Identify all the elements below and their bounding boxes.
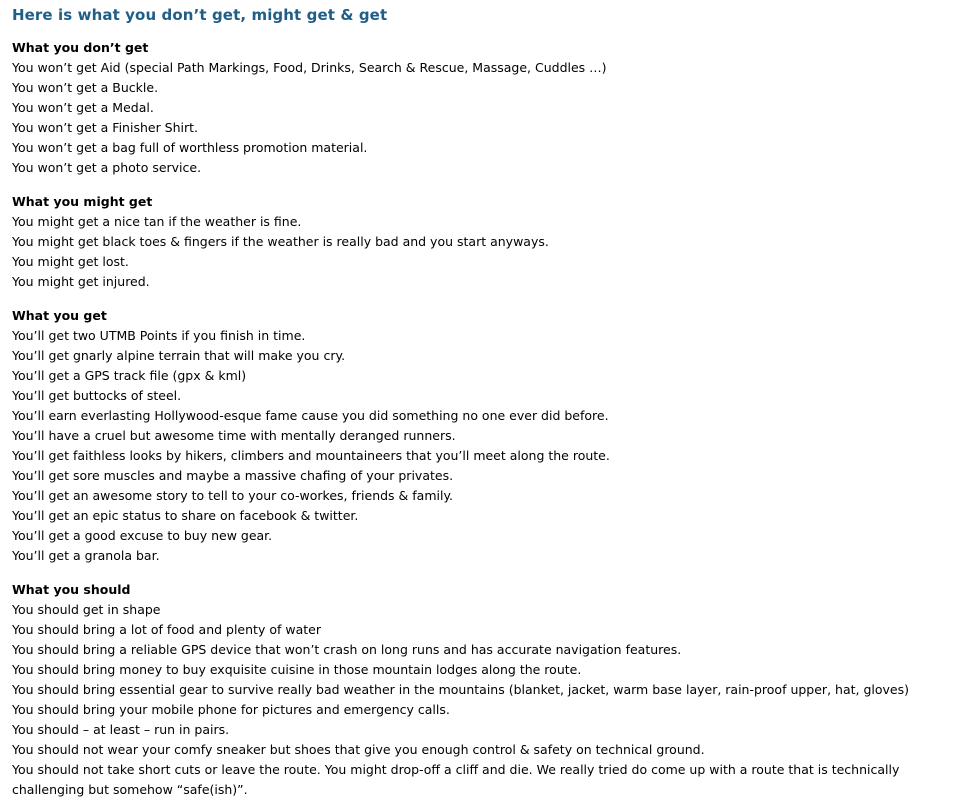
item-list xyxy=(12,600,968,800)
list-item: You won’t get a Buckle. xyxy=(12,80,159,95)
list-item: You’ll get faithless looks by hikers, climbers and mountaineers that you’ll meet along the route. xyxy=(12,448,610,463)
list-item: You won’t get Aid (special Path Markings, Food, Drinks, Search & Rescue, Massage, Cuddles …) xyxy=(12,60,607,75)
list-item: You’ll get sore muscles and maybe a massive chafing of your privates. xyxy=(12,468,454,483)
list-item: You’ll get gnarly alpine terrain that will make you cry. xyxy=(12,348,346,363)
list-item: You should bring essential gear to survive really bad weather in the mountains (blanket, jacket, warm base layer, rain-proof upper, hat, gloves) xyxy=(12,682,909,697)
list-item: You should – at least – run in pairs. xyxy=(12,722,230,737)
section-might-get xyxy=(12,192,968,292)
list-item: You should bring money to buy exquisite cuisine in those mountain lodges along the route. xyxy=(12,662,582,677)
list-item: You won’t get a Finisher Shirt. xyxy=(12,120,199,135)
section-heading: What you should xyxy=(12,582,131,597)
list-item: You’ll get a granola bar. xyxy=(12,548,160,563)
list-item: You’ll get a GPS track file (gpx & kml) xyxy=(12,368,247,383)
list-item: You might get lost. xyxy=(12,254,129,269)
list-item: You should bring a lot of food and plenty of water xyxy=(12,622,321,637)
list-item: You won’t get a bag full of worthless promotion material. xyxy=(12,140,368,155)
list-item: You’ll get two UTMB Points if you finish in time. xyxy=(12,328,306,343)
list-item: You’ll earn everlasting Hollywood-esque fame cause you did something no one ever did before. xyxy=(12,408,609,423)
list-item: You should get in shape xyxy=(12,602,161,617)
list-item: You’ll get an epic status to share on facebook & twitter. xyxy=(12,508,359,523)
section-dont-get xyxy=(12,38,968,178)
section-should xyxy=(12,580,968,800)
list-item: You won’t get a Medal. xyxy=(12,100,154,115)
list-item: You should bring your mobile phone for pictures and emergency calls. xyxy=(12,702,450,717)
section-heading: What you might get xyxy=(12,194,153,209)
section-heading: What you don’t get xyxy=(12,40,149,55)
list-item: You should not wear your comfy sneaker but shoes that give you enough control & safety on technical ground. xyxy=(12,742,705,757)
item-list xyxy=(12,326,968,566)
list-item: You’ll have a cruel but awesome time with mentally deranged runners. xyxy=(12,428,456,443)
section-heading: What you get xyxy=(12,308,107,323)
list-item: You might get injured. xyxy=(12,274,150,289)
item-list xyxy=(12,58,968,178)
list-item: You’ll get buttocks of steel. xyxy=(12,388,182,403)
list-item: You should not take short cuts or leave the route. You might drop-off a cliff and die. We really tried do come up with a route that is technically challenging but somehow “safe(ish)”. xyxy=(12,762,900,797)
list-item: You’ll get an awesome story to tell to your co-workes, friends & family. xyxy=(12,488,454,503)
list-item: You might get black toes & fingers if the weather is really bad and you start anyways. xyxy=(12,234,549,249)
list-item: You won’t get a photo service. xyxy=(12,160,202,175)
item-list xyxy=(12,212,968,292)
section-get xyxy=(12,306,968,566)
list-item: You might get a nice tan if the weather is fine. xyxy=(12,214,302,229)
list-item: You’ll get a good excuse to buy new gear. xyxy=(12,528,273,543)
page-title: Here is what you don’t get, might get & get xyxy=(12,6,388,24)
list-item: You should bring a reliable GPS device that won’t crash on long runs and has accurate navigation features. xyxy=(12,642,682,657)
